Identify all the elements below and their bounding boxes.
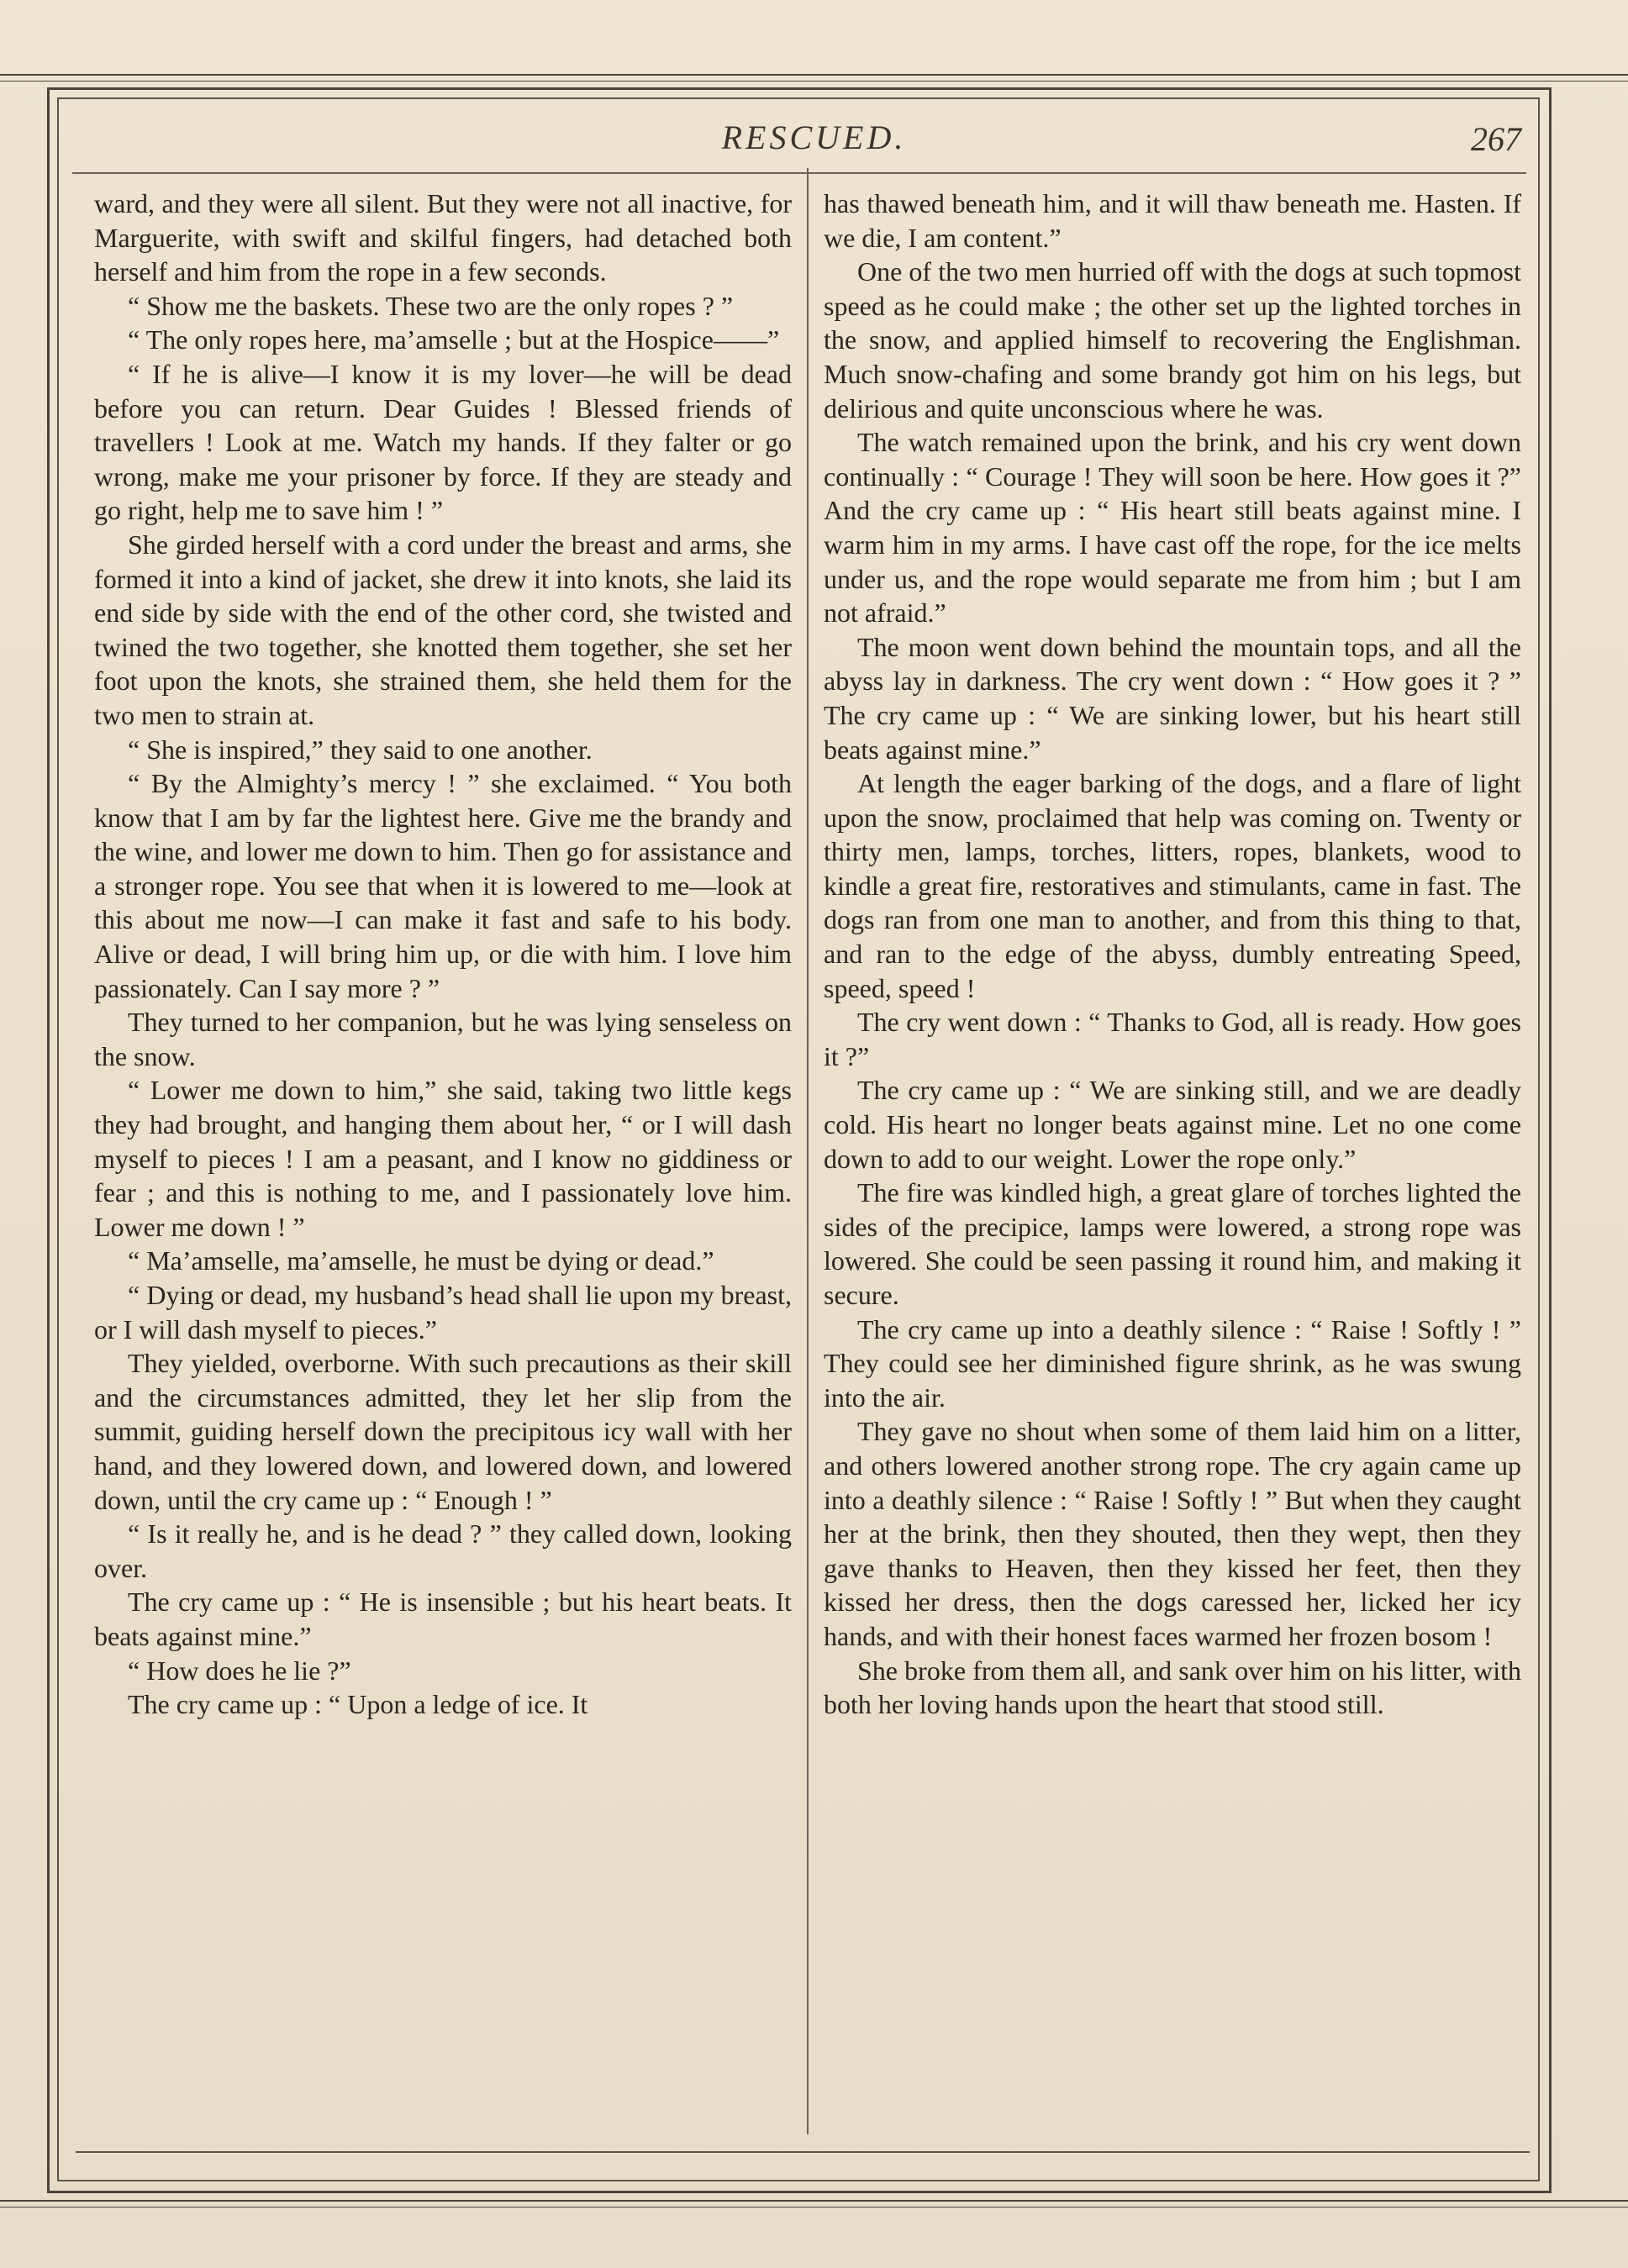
paragraph: The cry came up : “ We are sinking still, and we are deadly cold. His heart no longer beats against mine. Let no one come down to add to our weight. Lower the rope only.” [824, 1075, 1521, 1174]
paragraph: “ Is it really he, and is he dead ? ” they called down, looking over. [94, 1518, 792, 1583]
paragraph: The cry came up into a deathly silence : “ Raise ! Softly ! ” They could see her diminished figure shrink, as he was swung into the air. [824, 1313, 1521, 1413]
column-divider [807, 168, 809, 2134]
paragraph: “ How does he lie ?” [128, 1655, 351, 1686]
paragraph: “ Show me the baskets. These two are the only ropes ? ” [128, 290, 734, 321]
left-column [94, 187, 792, 1722]
paragraph: The moon went down behind the mountain tops, and all the abyss lay in darkness. The cry went down : “ How goes it ? ” The cry came up : “ We are sinking lower, but his heart still beats against mine.” [824, 631, 1521, 765]
bottom-rule [76, 2151, 1530, 2153]
paragraph: has thawed beneath him, and it will thaw beneath me. Hasten. If we die, I am content.” [824, 188, 1521, 253]
paragraph: They turned to her companion, but he was lying senseless on the snow. [94, 1007, 792, 1071]
paragraph: The fire was kindled high, a great glare of torches lighted the sides of the precipice, lamps were lowered, a strong rope was lowered. She could be seen passing it round him, and making it secure. [824, 1177, 1521, 1310]
paragraph: “ Dying or dead, my husband’s head shall lie upon my breast, or I will dash myself to pieces.” [94, 1280, 792, 1344]
paragraph: She broke from them all, and sank over him on his litter, with both her loving hands upon the heart that stood still. [824, 1655, 1521, 1720]
paragraph: “ Ma’amselle, ma’amselle, he must be dying or dead.” [128, 1245, 714, 1276]
paragraph: “ The only ropes here, ma’amselle ; but at the Hospice——” [128, 324, 780, 355]
paragraph: One of the two men hurried off with the dogs at such topmost speed as he could make ; the other set up the lighted torches in the snow, and applied himself to recovering the Englishman. Much snow-chafing and some brandy got him on his legs, but delirious and quite unconscious where he was. [824, 256, 1521, 424]
page-number: 267 [1471, 120, 1521, 158]
paragraph: “ If he is alive—I know it is my lover—he will be dead before you can return. Dear Guides ! Blessed friends of travellers ! Look at me. Watch my hands. If they falter or go wrong, make me your prisoner by force. If they are steady and go right, help me to save him ! ” [94, 358, 792, 526]
running-title: RESCUED. [721, 118, 907, 156]
paragraph: The watch remained upon the brink, and his cry went down continually : “ Courage ! They will soon be here. How goes it ?” And the cry came up : “ His heart still beats against mine. I warm him in my arms. I have cast off the rope, for the ice melts under us, and the rope would separate me from him ; but I am not afraid.” [824, 427, 1521, 629]
paragraph: They gave no shout when some of them laid him on a litter, and others lowered another strong rope. The cry again came up into a deathly silence : “ Raise ! Softly ! ” But when they caught her at the brink, then they shouted, then they wept, then they gave thanks to Heaven, then they kissed her feet, then they kissed her dress, then the dogs caressed her, licked her icy hands, and with their honest faces warmed her frozen bosom ! [824, 1416, 1521, 1651]
header-rule [72, 172, 1526, 174]
bottom-rule-outer [0, 2200, 1628, 2202]
paragraph: At length the eager barking of the dogs, and a flare of light upon the snow, proclaimed that help was coming on. Twenty or thirty men, lamps, torches, litters, ropes, blankets, wood to kindle a great fire, restoratives and stimulants, came in fast. The dogs ran from one man to another, and from this thing to that, and ran to the edge of the abyss, dumbly entreating Speed, speed, speed ! [824, 768, 1521, 1003]
paragraph: They yielded, overborne. With such precautions as their skill and the circumstances admitted, they let her slip from the summit, guiding herself down the precipitous icy wall with her hand, and they lowered down, and lowered down, and lowered down, until the cry came up : “ Enough ! ” [94, 1348, 792, 1515]
paragraph: The cry went down : “ Thanks to God, all is ready. How goes it ?” [824, 1007, 1521, 1071]
paragraph: “ By the Almighty’s mercy ! ” she exclaimed. “ You both know that I am by far the lightest here. Give me the brandy and the wine, and lower me down to him. Then go for assistance and a stronger rope. You see that when it is lowered to me—look at this about me now—I can make it fast and safe to his body. Alive or dead, I will bring him up, or die with him. I love him passionately. Can I say more ? ” [94, 768, 792, 1003]
right-column [824, 187, 1521, 1722]
paragraph: ward, and they were all silent. But they were not all inactive, for Marguerite, with swift and skilful fingers, had detached both herself and him from the rope in a few seconds. [94, 188, 792, 287]
paragraph: The cry came up : “ Upon a ledge of ice. It [128, 1689, 588, 1720]
top-rule-outer [0, 74, 1628, 76]
paragraph: She girded herself with a cord under the breast and arms, she formed it into a kind of jacket, she drew it into knots, she laid its end side by side with the end of the other cord, she twisted and twined the two together, she knotted them together, she set her foot upon the knots, she strained them, she held them for the two men to strain at. [94, 529, 792, 730]
paragraph: The cry came up : “ He is insensible ; but his heart beats. It beats against mine.” [94, 1587, 792, 1651]
top-rule-inner [0, 81, 1628, 82]
paragraph: “ Lower me down to him,” she said, taking two little kegs they had brought, and hanging them about her, “ or I will dash myself to pieces ! I am a peasant, and I know no giddiness or fear ; and this is nothing to me, and I passionately love him. Lower me down ! ” [94, 1075, 792, 1242]
paragraph: “ She is inspired,” they said to one another. [128, 734, 593, 765]
